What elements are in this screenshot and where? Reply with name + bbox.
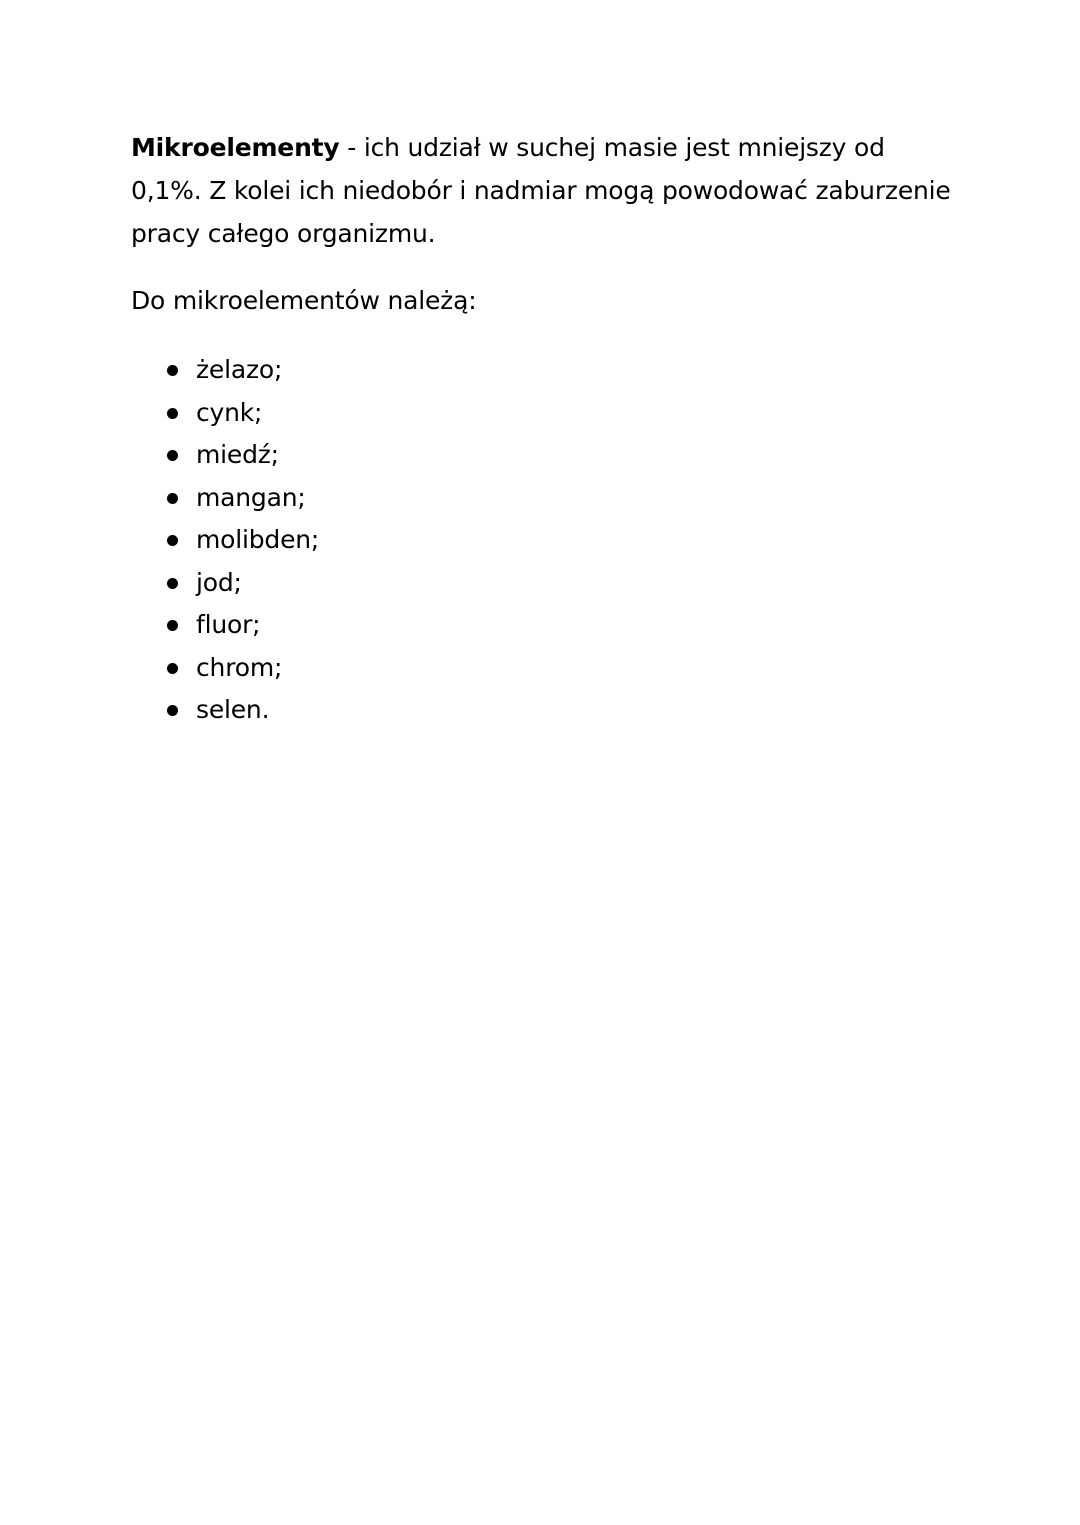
bullet-icon xyxy=(167,408,178,419)
list-item xyxy=(131,477,961,520)
definition-paragraph xyxy=(131,126,961,255)
list-item-label: selen. xyxy=(196,695,270,724)
list-item xyxy=(131,519,961,562)
list-item-label: żelazo; xyxy=(196,355,283,384)
bullet-icon xyxy=(167,535,178,546)
list-item-label: chrom; xyxy=(196,652,283,682)
list-item-label: mangan; xyxy=(196,482,306,512)
list-item xyxy=(131,689,961,732)
list-item-label: molibden; xyxy=(196,525,320,554)
bullet-icon xyxy=(167,620,178,631)
microelements-list xyxy=(131,349,961,732)
list-item-label: miedź; xyxy=(196,440,279,469)
bullet-icon xyxy=(167,578,178,589)
list-item xyxy=(131,434,961,477)
list-item xyxy=(131,647,961,690)
list-intro: Do mikroelementów należą: xyxy=(131,286,477,315)
list-item xyxy=(131,349,961,392)
bullet-icon xyxy=(167,663,178,674)
list-item xyxy=(131,392,961,435)
bullet-icon xyxy=(167,493,178,504)
bullet-icon xyxy=(167,365,178,376)
list-item-label: cynk; xyxy=(196,397,263,427)
list-item xyxy=(131,562,961,605)
bullet-icon xyxy=(167,705,178,716)
term-heading: Mikroelementy xyxy=(131,133,340,162)
definition-text: - ich udział w suchej masie jest mniejszy od 0,1%. Z kolei ich niedobór i nadmiar mogą powodować zaburzenie pracy całego organizmu. xyxy=(131,133,951,248)
list-item-label: fluor; xyxy=(196,610,261,639)
bullet-icon xyxy=(167,450,178,461)
list-item-label: jod; xyxy=(196,567,242,597)
list-item xyxy=(131,604,961,647)
document-content xyxy=(131,126,961,732)
